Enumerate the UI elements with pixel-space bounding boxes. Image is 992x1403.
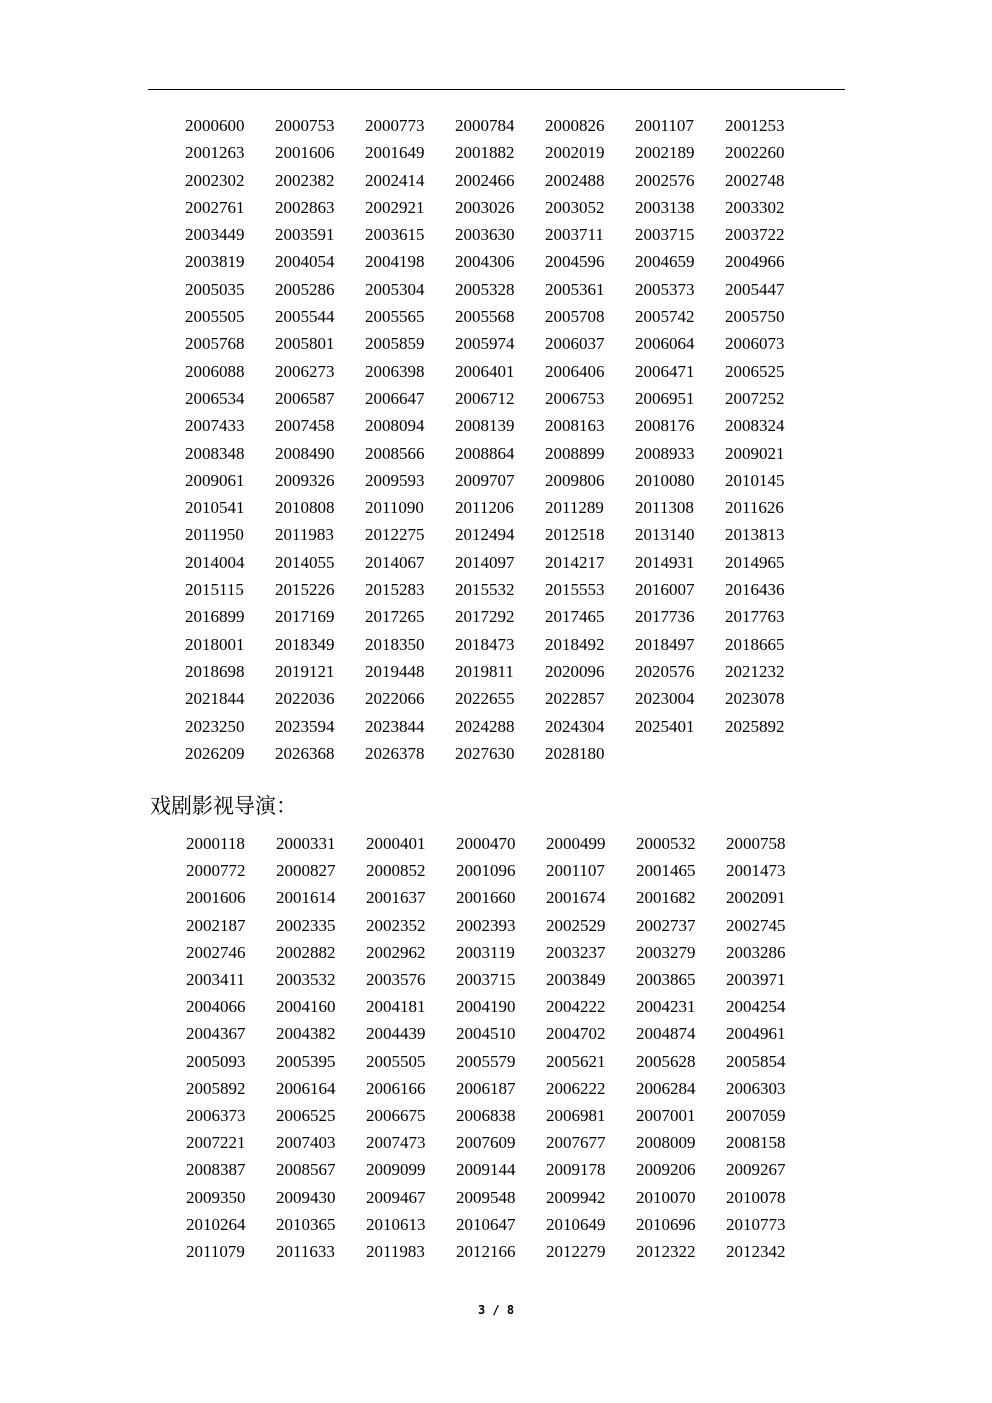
admission-number: 2026209 [185, 743, 245, 763]
admission-number: 2006525 [725, 361, 785, 381]
admission-number: 2011626 [725, 498, 784, 518]
admission-number: 2007433 [185, 416, 245, 436]
admission-number: 2003615 [365, 225, 425, 245]
admission-number: 2005768 [185, 334, 245, 354]
admission-number: 2005505 [366, 1051, 426, 1071]
admission-number: 2003302 [725, 197, 785, 217]
admission-number: 2000772 [186, 861, 246, 881]
admission-number: 2011289 [545, 498, 604, 518]
admission-number: 2002352 [366, 915, 426, 935]
admission-number: 2007059 [726, 1106, 786, 1126]
admission-number: 2004066 [186, 997, 246, 1017]
admission-number: 2026368 [275, 743, 335, 763]
admission-number: 2019448 [365, 661, 425, 681]
admission-number: 2009206 [636, 1160, 696, 1180]
admission-number: 2005505 [185, 307, 245, 327]
admission-number: 2020096 [545, 661, 605, 681]
admission-number: 2012322 [636, 1242, 696, 1262]
admission-number: 2005859 [365, 334, 425, 354]
admission-number: 2003819 [185, 252, 245, 272]
admission-number: 2001882 [455, 143, 515, 163]
admission-number: 2018492 [545, 634, 605, 654]
admission-number: 2003722 [725, 225, 785, 245]
admission-number: 2012494 [455, 525, 515, 545]
admission-number: 2014004 [185, 552, 245, 572]
admission-number: 2016436 [725, 580, 785, 600]
admission-number: 2010078 [726, 1187, 786, 1207]
admission-number: 2005621 [546, 1051, 606, 1071]
admission-number: 2005742 [635, 307, 695, 327]
admission-number: 2022036 [275, 689, 335, 709]
page-number: 3 / 8 [477, 1303, 515, 1317]
admission-number: 2013813 [725, 525, 785, 545]
admission-number: 2004596 [545, 252, 605, 272]
admission-number: 2006712 [455, 388, 515, 408]
admission-number: 2015532 [455, 580, 515, 600]
admission-number: 2015283 [365, 580, 425, 600]
admission-number: 2003591 [275, 225, 335, 245]
admission-number: 2008163 [545, 416, 605, 436]
admission-number: 2006088 [185, 361, 245, 381]
admission-number: 2006838 [456, 1106, 516, 1126]
admission-number: 2000532 [636, 834, 696, 853]
admission-number: 2002393 [456, 915, 516, 935]
admission-number: 2019121 [275, 661, 335, 681]
admission-number: 2004190 [456, 997, 516, 1017]
admission-number: 2017465 [545, 607, 605, 627]
admission-number: 2003715 [635, 225, 695, 245]
admission-number: 2008158 [726, 1133, 786, 1153]
admission-number: 2006951 [635, 388, 695, 408]
admission-number: 2010773 [726, 1214, 786, 1234]
admission-number: 2000470 [456, 834, 516, 853]
admission-number: 2001606 [275, 143, 335, 163]
admission-number: 2004510 [456, 1024, 516, 1044]
admission-number: 2017736 [635, 607, 695, 627]
admission-number: 2002746 [186, 942, 246, 962]
admission-number: 2017292 [455, 607, 515, 627]
admission-number: 2010696 [636, 1214, 696, 1234]
admission-number: 2006525 [276, 1106, 336, 1126]
admission-number: 2009021 [725, 443, 785, 463]
admission-number: 2018665 [725, 634, 785, 654]
header-rule [148, 89, 845, 90]
admission-number: 2008567 [276, 1160, 336, 1180]
admission-number: 2002260 [725, 143, 785, 163]
admission-number: 2001107 [546, 861, 605, 881]
admission-number: 2003865 [636, 970, 696, 990]
admission-number: 2005544 [275, 307, 335, 327]
admission-number: 2012279 [546, 1242, 606, 1262]
admission-number: 2006587 [275, 388, 335, 408]
admission-number: 2006373 [186, 1106, 246, 1126]
admission-number: 2008176 [635, 416, 695, 436]
admission-number: 2004160 [276, 997, 336, 1017]
admission-number: 2000773 [365, 116, 425, 135]
admission-number: 2018350 [365, 634, 425, 654]
admission-number: 2024304 [545, 716, 605, 736]
admission-number: 2009430 [276, 1187, 336, 1207]
admission-number: 2010365 [276, 1214, 336, 1234]
admission-number: 2011079 [186, 1242, 245, 1262]
admission-number: 2003237 [546, 942, 606, 962]
admission-number: 2006284 [636, 1078, 696, 1098]
admission-number: 2021844 [185, 689, 245, 709]
admission-number: 2002335 [276, 915, 336, 935]
admission-number: 2005565 [365, 307, 425, 327]
admission-number: 2023250 [185, 716, 245, 736]
admission-number: 2006187 [456, 1078, 516, 1098]
admission-number: 2007473 [366, 1133, 426, 1153]
admission-number: 2003119 [456, 942, 515, 962]
admission-number: 2005395 [276, 1051, 336, 1071]
admission-number-list-2 [186, 830, 816, 1265]
admission-number: 2010649 [546, 1214, 606, 1234]
admission-number: 2025401 [635, 716, 695, 736]
admission-number: 2001263 [185, 143, 245, 163]
admission-number: 2018001 [185, 634, 245, 654]
admission-number: 2018473 [455, 634, 515, 654]
admission-number: 2010070 [636, 1187, 696, 1207]
admission-number-list-1 [185, 112, 815, 767]
admission-number: 2005628 [636, 1051, 696, 1071]
admission-number: 2022066 [365, 689, 425, 709]
admission-number: 2016007 [635, 580, 695, 600]
admission-number: 2006675 [366, 1106, 426, 1126]
admission-number: 2010647 [456, 1214, 516, 1234]
admission-number: 2000331 [276, 834, 336, 853]
admission-number: 2004181 [366, 997, 426, 1017]
admission-number: 2003411 [186, 970, 245, 990]
admission-number: 2018349 [275, 634, 335, 654]
admission-number: 2018497 [635, 634, 695, 654]
admission-number: 2021232 [725, 661, 785, 681]
admission-number: 2002745 [726, 915, 786, 935]
admission-number: 2002187 [186, 915, 246, 935]
admission-number: 2010541 [185, 498, 245, 518]
admission-number: 2005373 [635, 279, 695, 299]
admission-number: 2005579 [456, 1051, 516, 1071]
admission-number: 2022857 [545, 689, 605, 709]
admission-number: 2003449 [185, 225, 245, 245]
admission-number: 2003052 [545, 197, 605, 217]
admission-number: 2004966 [725, 252, 785, 272]
admission-number: 2001473 [726, 861, 786, 881]
admission-number: 2008933 [635, 443, 695, 463]
admission-number: 2014055 [275, 552, 335, 572]
admission-number: 2001660 [456, 888, 516, 908]
admission-number: 2007403 [276, 1133, 336, 1153]
admission-number: 2001674 [546, 888, 606, 908]
admission-number: 2008139 [455, 416, 515, 436]
admission-number: 2005035 [185, 279, 245, 299]
admission-number: 2003576 [366, 970, 426, 990]
admission-number: 2004874 [636, 1024, 696, 1044]
admission-number: 2001107 [635, 116, 694, 135]
admission-number: 2012518 [545, 525, 605, 545]
admission-number: 2004439 [366, 1024, 426, 1044]
admission-number: 2001682 [636, 888, 696, 908]
admission-number: 2000827 [276, 861, 336, 881]
admission-number: 2006037 [545, 334, 605, 354]
admission-number: 2011308 [635, 498, 694, 518]
admission-number: 2002414 [365, 170, 425, 190]
admission-number: 2004382 [276, 1024, 336, 1044]
admission-number: 2006273 [275, 361, 335, 381]
admission-number: 2007252 [725, 388, 785, 408]
admission-number: 2010264 [186, 1214, 246, 1234]
admission-number: 2005750 [725, 307, 785, 327]
admission-number: 2004222 [546, 997, 606, 1017]
admission-number: 2006164 [276, 1078, 336, 1098]
admission-number: 2005974 [455, 334, 515, 354]
admission-number: 2009099 [366, 1160, 426, 1180]
admission-number: 2006401 [455, 361, 515, 381]
admission-number: 2000758 [726, 834, 786, 853]
admission-number: 2002529 [546, 915, 606, 935]
admission-number: 2014931 [635, 552, 695, 572]
admission-number: 2007609 [456, 1133, 516, 1153]
admission-number: 2006064 [635, 334, 695, 354]
admission-number: 2001253 [725, 116, 785, 135]
admission-number: 2003279 [636, 942, 696, 962]
admission-number: 2010808 [275, 498, 335, 518]
admission-number: 2009467 [366, 1187, 426, 1207]
admission-number: 2009548 [456, 1187, 516, 1207]
admission-number: 2009350 [186, 1187, 246, 1207]
admission-number: 2008899 [545, 443, 605, 463]
admission-number: 2007677 [546, 1133, 606, 1153]
admission-number: 2011206 [455, 498, 514, 518]
admission-number: 2023594 [275, 716, 335, 736]
admission-number: 2002019 [545, 143, 605, 163]
admission-number: 2025892 [725, 716, 785, 736]
admission-number: 2016899 [185, 607, 245, 627]
admission-number: 2004961 [726, 1024, 786, 1044]
admission-number: 2011983 [366, 1242, 425, 1262]
admission-number: 2008348 [185, 443, 245, 463]
admission-number: 2007458 [275, 416, 335, 436]
admission-number: 2002737 [636, 915, 696, 935]
admission-number: 2004231 [636, 997, 696, 1017]
admission-number: 2006406 [545, 361, 605, 381]
admission-number: 2022655 [455, 689, 515, 709]
admission-number: 2002466 [455, 170, 515, 190]
admission-number: 2002863 [275, 197, 335, 217]
admission-number: 2014097 [455, 552, 515, 572]
admission-number: 2006471 [635, 361, 695, 381]
admission-number: 2009593 [365, 470, 425, 490]
admission-number: 2006303 [726, 1078, 786, 1098]
admission-number: 2002189 [635, 143, 695, 163]
admission-number: 2008094 [365, 416, 425, 436]
admission-number: 2009326 [275, 470, 335, 490]
admission-number: 2014217 [545, 552, 605, 572]
admission-number: 2002091 [726, 888, 786, 908]
admission-number: 2006073 [725, 334, 785, 354]
admission-number: 2014965 [725, 552, 785, 572]
admission-number: 2008566 [365, 443, 425, 463]
admission-number: 2018698 [185, 661, 245, 681]
admission-number: 2005304 [365, 279, 425, 299]
admission-number: 2011090 [365, 498, 424, 518]
admission-number: 2009942 [546, 1187, 606, 1207]
admission-number: 2003971 [726, 970, 786, 990]
admission-number: 2008490 [275, 443, 335, 463]
admission-number: 2003630 [455, 225, 515, 245]
admission-number: 2003286 [726, 942, 786, 962]
admission-number: 2008387 [186, 1160, 246, 1180]
admission-number: 2007001 [636, 1106, 696, 1126]
admission-number: 2017169 [275, 607, 335, 627]
admission-number: 2000401 [366, 834, 426, 853]
admission-number: 2001465 [636, 861, 696, 881]
admission-number: 2003849 [546, 970, 606, 990]
admission-number: 2006647 [365, 388, 425, 408]
admission-number: 2012275 [365, 525, 425, 545]
admission-number: 2010080 [635, 470, 695, 490]
admission-number: 2003026 [455, 197, 515, 217]
admission-number: 2006166 [366, 1078, 426, 1098]
admission-number: 2000600 [185, 116, 245, 135]
admission-number: 2012166 [456, 1242, 516, 1262]
admission-number: 2002882 [276, 942, 336, 962]
admission-number: 2000118 [186, 834, 245, 853]
admission-number: 2002962 [366, 942, 426, 962]
admission-number: 2011633 [276, 1242, 335, 1262]
admission-number: 2004254 [726, 997, 786, 1017]
admission-number: 2001637 [366, 888, 426, 908]
admission-number: 2015115 [185, 580, 244, 600]
admission-number: 2008324 [725, 416, 785, 436]
admission-number: 2028180 [545, 743, 605, 763]
admission-number: 2003532 [276, 970, 336, 990]
admission-number: 2015226 [275, 580, 335, 600]
admission-number: 2017763 [725, 607, 785, 627]
section-heading-drama-film-directing: 戏剧影视导演： [150, 794, 297, 818]
admission-number: 2002748 [725, 170, 785, 190]
admission-number: 2009144 [456, 1160, 516, 1180]
admission-number: 2004306 [455, 252, 515, 272]
admission-number: 2027630 [455, 743, 515, 763]
admission-number: 2013140 [635, 525, 695, 545]
admission-number: 2009806 [545, 470, 605, 490]
admission-number: 2002921 [365, 197, 425, 217]
admission-number: 2006753 [545, 388, 605, 408]
admission-number: 2005708 [545, 307, 605, 327]
admission-number: 2006534 [185, 388, 245, 408]
admission-number: 2009061 [185, 470, 245, 490]
admission-number: 2003715 [456, 970, 516, 990]
admission-number: 2005361 [545, 279, 605, 299]
admission-number: 2008009 [636, 1133, 696, 1153]
admission-number: 2004367 [186, 1024, 246, 1044]
admission-number: 2005093 [186, 1051, 246, 1071]
admission-number: 2005328 [455, 279, 515, 299]
admission-number: 2002761 [185, 197, 245, 217]
admission-number: 2023004 [635, 689, 695, 709]
admission-number: 2005568 [455, 307, 515, 327]
admission-number: 2001614 [276, 888, 336, 908]
admission-number: 2000784 [455, 116, 515, 135]
admission-number: 2001606 [186, 888, 246, 908]
admission-number: 2008864 [455, 443, 515, 463]
admission-number: 2017265 [365, 607, 425, 627]
admission-number: 2020576 [635, 661, 695, 681]
admission-number: 2005447 [725, 279, 785, 299]
admission-number: 2002576 [635, 170, 695, 190]
admission-number: 2001096 [456, 861, 516, 881]
admission-number: 2004198 [365, 252, 425, 272]
admission-number: 2000852 [366, 861, 426, 881]
admission-number: 2004054 [275, 252, 335, 272]
admission-number: 2009178 [546, 1160, 606, 1180]
admission-number: 2011983 [275, 525, 334, 545]
admission-number: 2005286 [275, 279, 335, 299]
admission-number: 2004659 [635, 252, 695, 272]
admission-number: 2009707 [455, 470, 515, 490]
admission-number: 2005801 [275, 334, 335, 354]
admission-number: 2011950 [185, 525, 244, 545]
admission-number: 2004702 [546, 1024, 606, 1044]
admission-number: 2003138 [635, 197, 695, 217]
admission-number: 2000499 [546, 834, 606, 853]
admission-number: 2006398 [365, 361, 425, 381]
admission-number: 2005892 [186, 1078, 246, 1098]
admission-number: 2003711 [545, 225, 604, 245]
admission-number: 2019811 [455, 661, 514, 681]
admission-number: 2026378 [365, 743, 425, 763]
admission-number: 2000753 [275, 116, 335, 135]
admission-number: 2005854 [726, 1051, 786, 1071]
admission-number: 2024288 [455, 716, 515, 736]
admission-number: 2006222 [546, 1078, 606, 1098]
admission-number: 2014067 [365, 552, 425, 572]
admission-number: 2002488 [545, 170, 605, 190]
admission-number: 2000826 [545, 116, 605, 135]
admission-number: 2010145 [725, 470, 785, 490]
admission-number: 2015553 [545, 580, 605, 600]
admission-number: 2012342 [726, 1242, 786, 1262]
admission-number: 2007221 [186, 1133, 246, 1153]
admission-number: 2001649 [365, 143, 425, 163]
admission-number: 2002382 [275, 170, 335, 190]
admission-number: 2023078 [725, 689, 785, 709]
admission-number: 2006981 [546, 1106, 606, 1126]
admission-number: 2002302 [185, 170, 245, 190]
admission-number: 2023844 [365, 716, 425, 736]
admission-number: 2010613 [366, 1214, 426, 1234]
admission-number: 2009267 [726, 1160, 786, 1180]
